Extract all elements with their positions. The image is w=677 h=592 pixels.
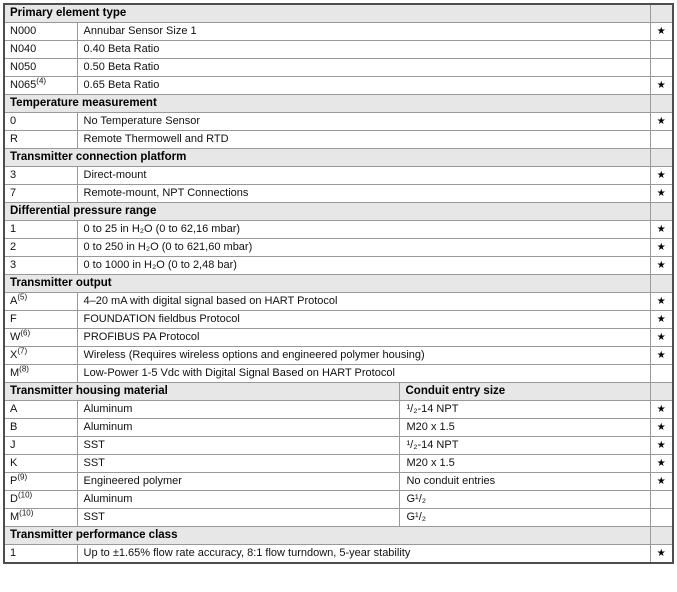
section-column-title: Conduit entry size	[400, 383, 650, 401]
option-description: Up to ±1.65% flow rate accuracy, 8:1 flow turndown, 5-year stability	[77, 545, 650, 564]
section-star-cell	[650, 275, 673, 293]
option-code: P	[10, 475, 18, 488]
section-star-cell	[650, 527, 673, 545]
option-code: A	[10, 295, 18, 308]
option-code: N040	[10, 43, 37, 56]
table-row	[4, 545, 673, 564]
star-cell	[650, 239, 673, 257]
option-code-cell	[4, 239, 77, 257]
section-star-cell	[650, 383, 673, 401]
section-title: Temperature measurement	[4, 95, 650, 113]
option-code: J	[10, 439, 16, 452]
table-row	[4, 113, 673, 131]
footnote-ref: (7)	[17, 346, 28, 356]
option-description: 0.50 Beta Ratio	[77, 59, 650, 77]
option-code-cell	[4, 257, 77, 275]
star-cell	[650, 185, 673, 203]
table-row	[4, 293, 673, 311]
option-code-cell	[4, 401, 77, 419]
section-star-cell	[650, 95, 673, 113]
star-icon: ★	[656, 188, 666, 200]
option-description: FOUNDATION fieldbus Protocol	[77, 311, 650, 329]
star-cell	[650, 293, 673, 311]
option-code: N050	[10, 61, 37, 74]
table-row	[4, 221, 673, 239]
table-row	[4, 167, 673, 185]
star-cell	[650, 311, 673, 329]
star-cell	[650, 41, 673, 59]
table-row	[4, 239, 673, 257]
star-cell	[650, 221, 673, 239]
star-cell	[650, 491, 673, 509]
ordering-table	[3, 3, 674, 564]
option-description: Wireless (Requires wireless options and engineered polymer housing)	[77, 347, 650, 365]
section-header-row	[4, 527, 673, 545]
option-description: Low-Power 1-5 Vdc with Digital Signal Based on HART Protocol	[77, 365, 650, 383]
table-row	[4, 455, 673, 473]
conduit-entry-size: M20 x 1.5	[400, 455, 650, 473]
star-icon: ★	[656, 170, 666, 182]
option-code-cell	[4, 221, 77, 239]
option-description: PROFIBUS PA Protocol	[77, 329, 650, 347]
star-icon: ★	[656, 440, 666, 452]
table-row	[4, 185, 673, 203]
option-description: SST	[77, 509, 400, 527]
star-icon: ★	[656, 422, 666, 434]
star-icon: ★	[656, 404, 666, 416]
option-description: Direct-mount	[77, 167, 650, 185]
star-cell	[650, 347, 673, 365]
section-title: Transmitter housing material	[4, 383, 400, 401]
table-row	[4, 59, 673, 77]
star-cell	[650, 131, 673, 149]
table-row	[4, 437, 673, 455]
star-icon: ★	[656, 260, 666, 272]
conduit-entry-size: No conduit entries	[400, 473, 650, 491]
section-title: Transmitter output	[4, 275, 650, 293]
option-code-cell	[4, 347, 77, 365]
star-cell	[650, 329, 673, 347]
star-cell	[650, 113, 673, 131]
star-cell	[650, 257, 673, 275]
option-code: R	[10, 133, 18, 146]
option-description: 4–20 mA with digital signal based on HART Protocol	[77, 293, 650, 311]
option-code-cell	[4, 293, 77, 311]
section-header-row	[4, 383, 673, 401]
conduit-entry-size: G¹/₂	[400, 491, 650, 509]
option-description: Aluminum	[77, 419, 400, 437]
option-code: N065	[10, 79, 37, 92]
option-description: Remote Thermowell and RTD	[77, 131, 650, 149]
star-cell	[650, 23, 673, 41]
section-title: Differential pressure range	[4, 203, 650, 221]
option-description: SST	[77, 455, 400, 473]
ordering-table-body	[4, 4, 673, 563]
star-icon: ★	[656, 80, 666, 92]
option-description: No Temperature Sensor	[77, 113, 650, 131]
section-star-cell	[650, 149, 673, 167]
star-icon: ★	[656, 296, 666, 308]
table-row	[4, 401, 673, 419]
option-code-cell	[4, 437, 77, 455]
option-description: Aluminum	[77, 491, 400, 509]
section-header-row	[4, 149, 673, 167]
star-cell	[650, 455, 673, 473]
star-icon: ★	[656, 458, 666, 470]
star-icon: ★	[656, 332, 666, 344]
table-row	[4, 329, 673, 347]
option-code-cell	[4, 23, 77, 41]
option-code-cell	[4, 545, 77, 564]
star-icon: ★	[656, 350, 666, 362]
table-row	[4, 23, 673, 41]
option-description: 0.65 Beta Ratio	[77, 77, 650, 95]
option-description: 0 to 1000 in H₂O (0 to 2,48 bar)	[77, 257, 650, 275]
footnote-ref: (9)	[17, 472, 28, 482]
option-code: W	[10, 331, 21, 344]
option-code: K	[10, 457, 18, 470]
option-code: F	[10, 313, 17, 326]
option-code-cell	[4, 77, 77, 95]
option-code: A	[10, 403, 18, 416]
conduit-entry-size: ¹/₂-14 NPT	[400, 437, 650, 455]
section-title: Transmitter connection platform	[4, 149, 650, 167]
star-cell	[650, 167, 673, 185]
option-code-cell	[4, 167, 77, 185]
star-cell	[650, 59, 673, 77]
table-row	[4, 77, 673, 95]
option-code-cell	[4, 59, 77, 77]
option-code-cell	[4, 419, 77, 437]
option-description: 0.40 Beta Ratio	[77, 41, 650, 59]
option-code: D	[10, 493, 18, 506]
option-description: 0 to 250 in H₂O (0 to 621,60 mbar)	[77, 239, 650, 257]
option-code: 0	[10, 115, 17, 128]
table-row	[4, 509, 673, 527]
option-code-cell	[4, 185, 77, 203]
star-cell	[650, 401, 673, 419]
section-header-row	[4, 4, 673, 23]
option-code-cell	[4, 491, 77, 509]
option-code: 3	[10, 259, 17, 272]
table-row	[4, 473, 673, 491]
section-title: Transmitter performance class	[4, 527, 650, 545]
option-code-cell	[4, 131, 77, 149]
footnote-ref: (6)	[20, 328, 31, 338]
star-cell	[650, 437, 673, 455]
option-code: 7	[10, 187, 17, 200]
section-header-row	[4, 203, 673, 221]
star-icon: ★	[656, 224, 666, 236]
star-cell	[650, 545, 673, 564]
section-header-row	[4, 95, 673, 113]
table-row	[4, 365, 673, 383]
option-code: X	[10, 349, 18, 362]
star-icon: ★	[656, 242, 666, 254]
option-code: 1	[10, 547, 17, 560]
option-code-cell	[4, 329, 77, 347]
option-code: 3	[10, 169, 17, 182]
table-row	[4, 41, 673, 59]
conduit-entry-size: G¹/₂	[400, 509, 650, 527]
option-code-cell	[4, 41, 77, 59]
footnote-ref: (5)	[17, 292, 28, 302]
star-cell	[650, 419, 673, 437]
star-icon: ★	[656, 314, 666, 326]
star-cell	[650, 509, 673, 527]
star-icon: ★	[656, 548, 666, 560]
option-code-cell	[4, 473, 77, 491]
option-description: SST	[77, 437, 400, 455]
star-cell	[650, 77, 673, 95]
star-icon: ★	[656, 116, 666, 128]
option-code: M	[10, 511, 20, 524]
table-row	[4, 257, 673, 275]
option-code: M	[10, 367, 20, 380]
footnote-ref: (4)	[36, 76, 47, 86]
option-code-cell	[4, 455, 77, 473]
option-description: Engineered polymer	[77, 473, 400, 491]
section-star-cell	[650, 4, 673, 23]
table-row	[4, 419, 673, 437]
table-row	[4, 311, 673, 329]
footnote-ref: (10)	[17, 490, 33, 500]
section-star-cell	[650, 203, 673, 221]
star-cell	[650, 473, 673, 491]
option-description: 0 to 25 in H₂O (0 to 62,16 mbar)	[77, 221, 650, 239]
footnote-ref: (8)	[19, 364, 29, 374]
conduit-entry-size: ¹/₂-14 NPT	[400, 401, 650, 419]
footnote-ref: (10)	[19, 508, 34, 518]
star-cell	[650, 365, 673, 383]
option-code-cell	[4, 365, 77, 383]
option-code-cell	[4, 509, 77, 527]
option-code: 1	[10, 223, 17, 236]
option-description: Annubar Sensor Size 1	[77, 23, 650, 41]
option-code-cell	[4, 113, 77, 131]
table-row	[4, 131, 673, 149]
option-description: Aluminum	[77, 401, 400, 419]
option-code: N000	[10, 25, 37, 38]
section-title: Primary element type	[4, 4, 650, 23]
section-header-row	[4, 275, 673, 293]
table-row	[4, 491, 673, 509]
option-code: 2	[10, 241, 17, 254]
conduit-entry-size: M20 x 1.5	[400, 419, 650, 437]
option-code: B	[10, 421, 18, 434]
star-icon: ★	[656, 26, 666, 38]
option-description: Remote-mount, NPT Connections	[77, 185, 650, 203]
star-icon: ★	[656, 476, 666, 488]
option-code-cell	[4, 311, 77, 329]
table-row	[4, 347, 673, 365]
